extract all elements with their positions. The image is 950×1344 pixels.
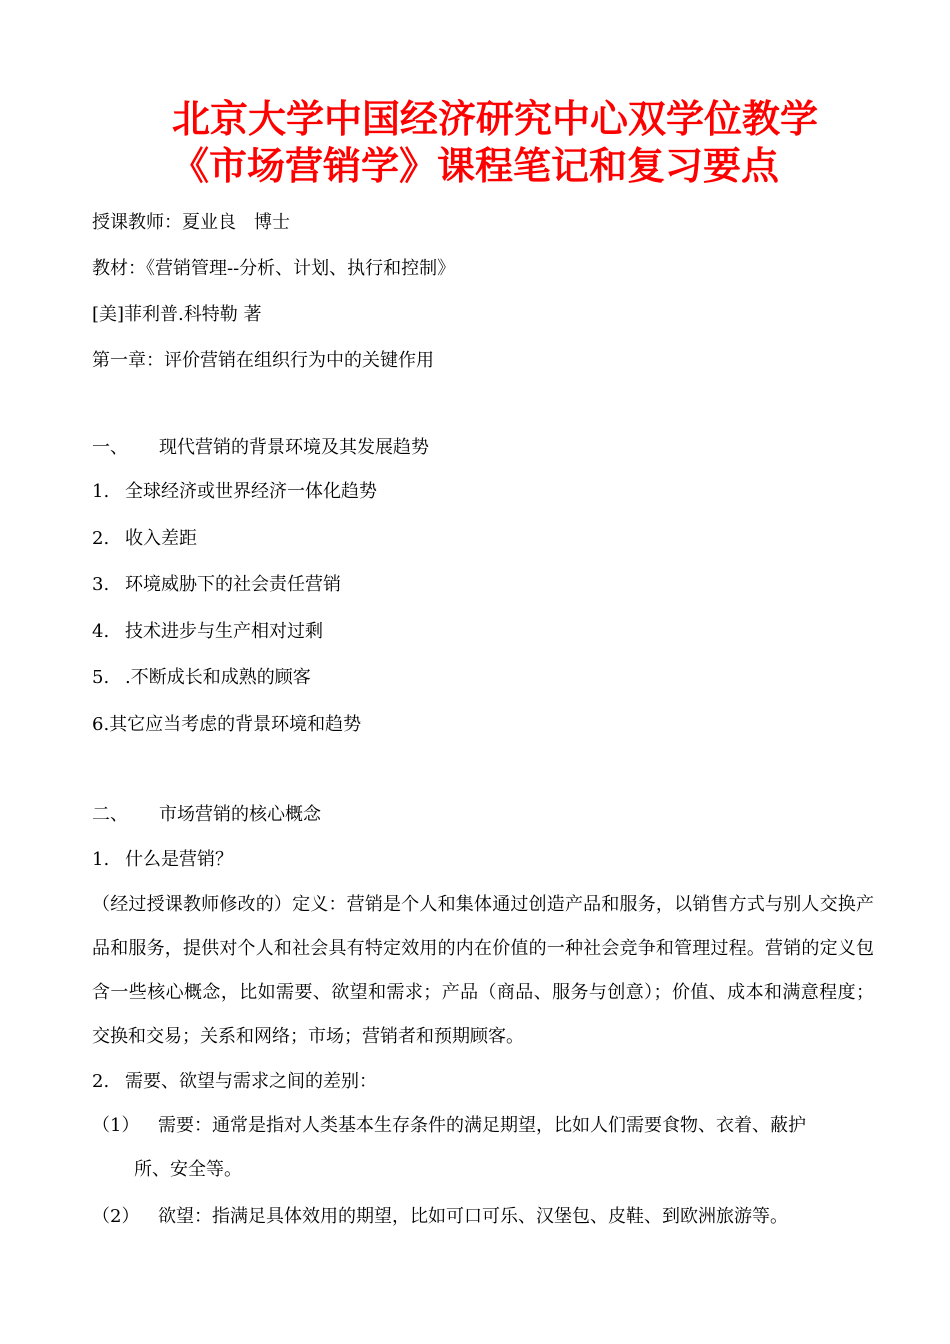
section-number: 二、: [92, 804, 128, 825]
section-number: 一、: [92, 437, 128, 458]
question-1: [92, 848, 233, 872]
point-text: 需要：通常是指对人类基本生存条件的满足期望，比如人们需要食物、衣着、蔽护: [158, 1115, 806, 1136]
list-item-text: 技术进步与生产相对过剩: [125, 621, 323, 642]
author-line: [美]菲利普.科特勒 著: [92, 304, 262, 325]
point-number: （2）: [92, 1206, 140, 1227]
list-item-text: 需要、欲望与需求之间的差别：: [125, 1071, 377, 1092]
list-item: [92, 573, 341, 597]
document-title-line-2: 《市场营销学》课程笔记和复习要点: [170, 144, 779, 188]
list-item: [92, 480, 377, 504]
section-heading-1: [92, 436, 429, 460]
list-item-number: 5.: [92, 667, 110, 688]
chapter-heading: 第一章：评价营销在组织行为中的关键作用: [92, 350, 434, 371]
marketing-definition-paragraph: （经过授课教师修改的）定义：营销是个人和集体通过创造产品和服务，以销售方式与别人交换产品和服务，提供对个人和社会具有特定效用的内在价值的一种社会竞争和管理过程。营销的定义包含一些核心概念，比如需要、欲望和需求；产品（商品、服务与创意）；价值、成本和满意程度；交换和交易；关系和网络；市场；营销者和预期顾客。: [92, 894, 874, 1047]
list-item: [92, 527, 197, 551]
list-item-number: 3.: [92, 574, 110, 595]
section-heading-2: [92, 803, 321, 827]
list-item-number: 2.: [92, 528, 110, 549]
point-text-continued: 所、安全等。: [134, 1159, 242, 1180]
point-number: （1）: [92, 1115, 140, 1136]
point-text: 欲望：指满足具体效用的期望，比如可口可乐、汉堡包、皮鞋、到欧洲旅游等。: [158, 1206, 788, 1227]
list-item-number: 1.: [92, 849, 110, 870]
list-item-text: 什么是营销？: [125, 849, 233, 870]
list-item-text: .不断成长和成熟的顾客: [125, 667, 311, 688]
list-item-number: 2.: [92, 1071, 110, 1092]
list-item: [92, 666, 311, 690]
section-title: 现代营销的背景环境及其发展趋势: [159, 437, 429, 458]
list-item-text: 全球经济或世界经济一体化趋势: [125, 481, 377, 502]
list-item-6: 6.其它应当考虑的背景环境和趋势: [92, 714, 362, 735]
list-item: [92, 620, 323, 644]
section-title: 市场营销的核心概念: [159, 804, 321, 825]
point-need: [92, 1104, 872, 1192]
document-title-line-1: 北京大学中国经济研究中心双学位教学: [171, 97, 818, 141]
question-2: [92, 1070, 377, 1094]
list-item-text: 环境威胁下的社会责任营销: [125, 574, 341, 595]
textbook-line: 教材：《营销管理--分析、计划、执行和控制》: [92, 258, 456, 279]
point-want: [92, 1195, 872, 1239]
teacher-line: 授课教师：夏业良 博士: [92, 212, 290, 233]
list-item-number: 1.: [92, 481, 110, 502]
list-item-number: 4.: [92, 621, 110, 642]
list-item-text: 收入差距: [125, 528, 197, 549]
